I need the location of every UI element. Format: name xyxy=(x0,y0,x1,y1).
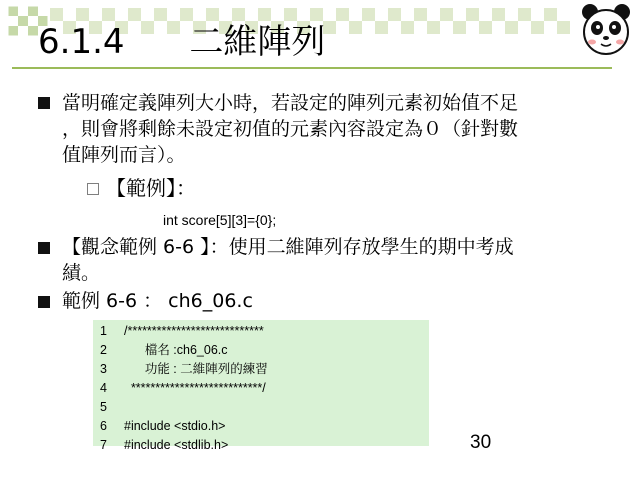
code-line-number: 4 xyxy=(100,381,107,395)
code-line-number: 5 xyxy=(100,400,107,414)
code-line-number: 2 xyxy=(100,343,107,357)
title-underline xyxy=(12,67,612,69)
code-line: #include <stdlib.h> xyxy=(124,438,229,452)
code-line: /**************************** xyxy=(124,324,264,338)
bullet-square xyxy=(38,242,50,254)
bullet-square xyxy=(38,97,50,109)
bullet-square xyxy=(38,296,50,308)
bullet-3-line-1: 範例 6-6 ： ch6_06.c xyxy=(62,290,253,312)
code-line-number: 1 xyxy=(100,324,107,338)
code-line-number: 6 xyxy=(100,419,107,433)
bullet-1-line-1: 當明確定義陣列大小時，若設定的陣列元素初始值不足 xyxy=(62,92,519,114)
code-line: #include <stdio.h> xyxy=(124,419,226,433)
code-line-number: 7 xyxy=(100,438,107,452)
bullet-2-line-1: 【觀念範例 6-6 】：使用二維陣列存放學生的期中考成 xyxy=(62,236,514,258)
bullet-1-line-3: 值陣列而言）。 xyxy=(62,144,186,166)
page-number: 30 xyxy=(470,432,492,453)
bullet-2-line-2: 績。 xyxy=(62,262,101,284)
slide-title: 6.1.4 二維陣列 xyxy=(38,22,326,62)
bullet-1-line-2: ，則會將剩餘未設定初值的元素內容設定為０（針對數 xyxy=(62,118,519,140)
code-line: 檔名 :ch6_06.c xyxy=(124,343,228,357)
panda-logo xyxy=(580,2,632,58)
code-line: 功能 : 二維陣列的練習 xyxy=(124,362,268,376)
example-heading: 【範例】： xyxy=(106,176,196,200)
code-line-number: 3 xyxy=(100,362,107,376)
sub-bullet-square xyxy=(87,183,99,195)
code-line: ***************************/ xyxy=(124,381,266,395)
example-code: int score[5][3]={0}; xyxy=(163,212,277,228)
